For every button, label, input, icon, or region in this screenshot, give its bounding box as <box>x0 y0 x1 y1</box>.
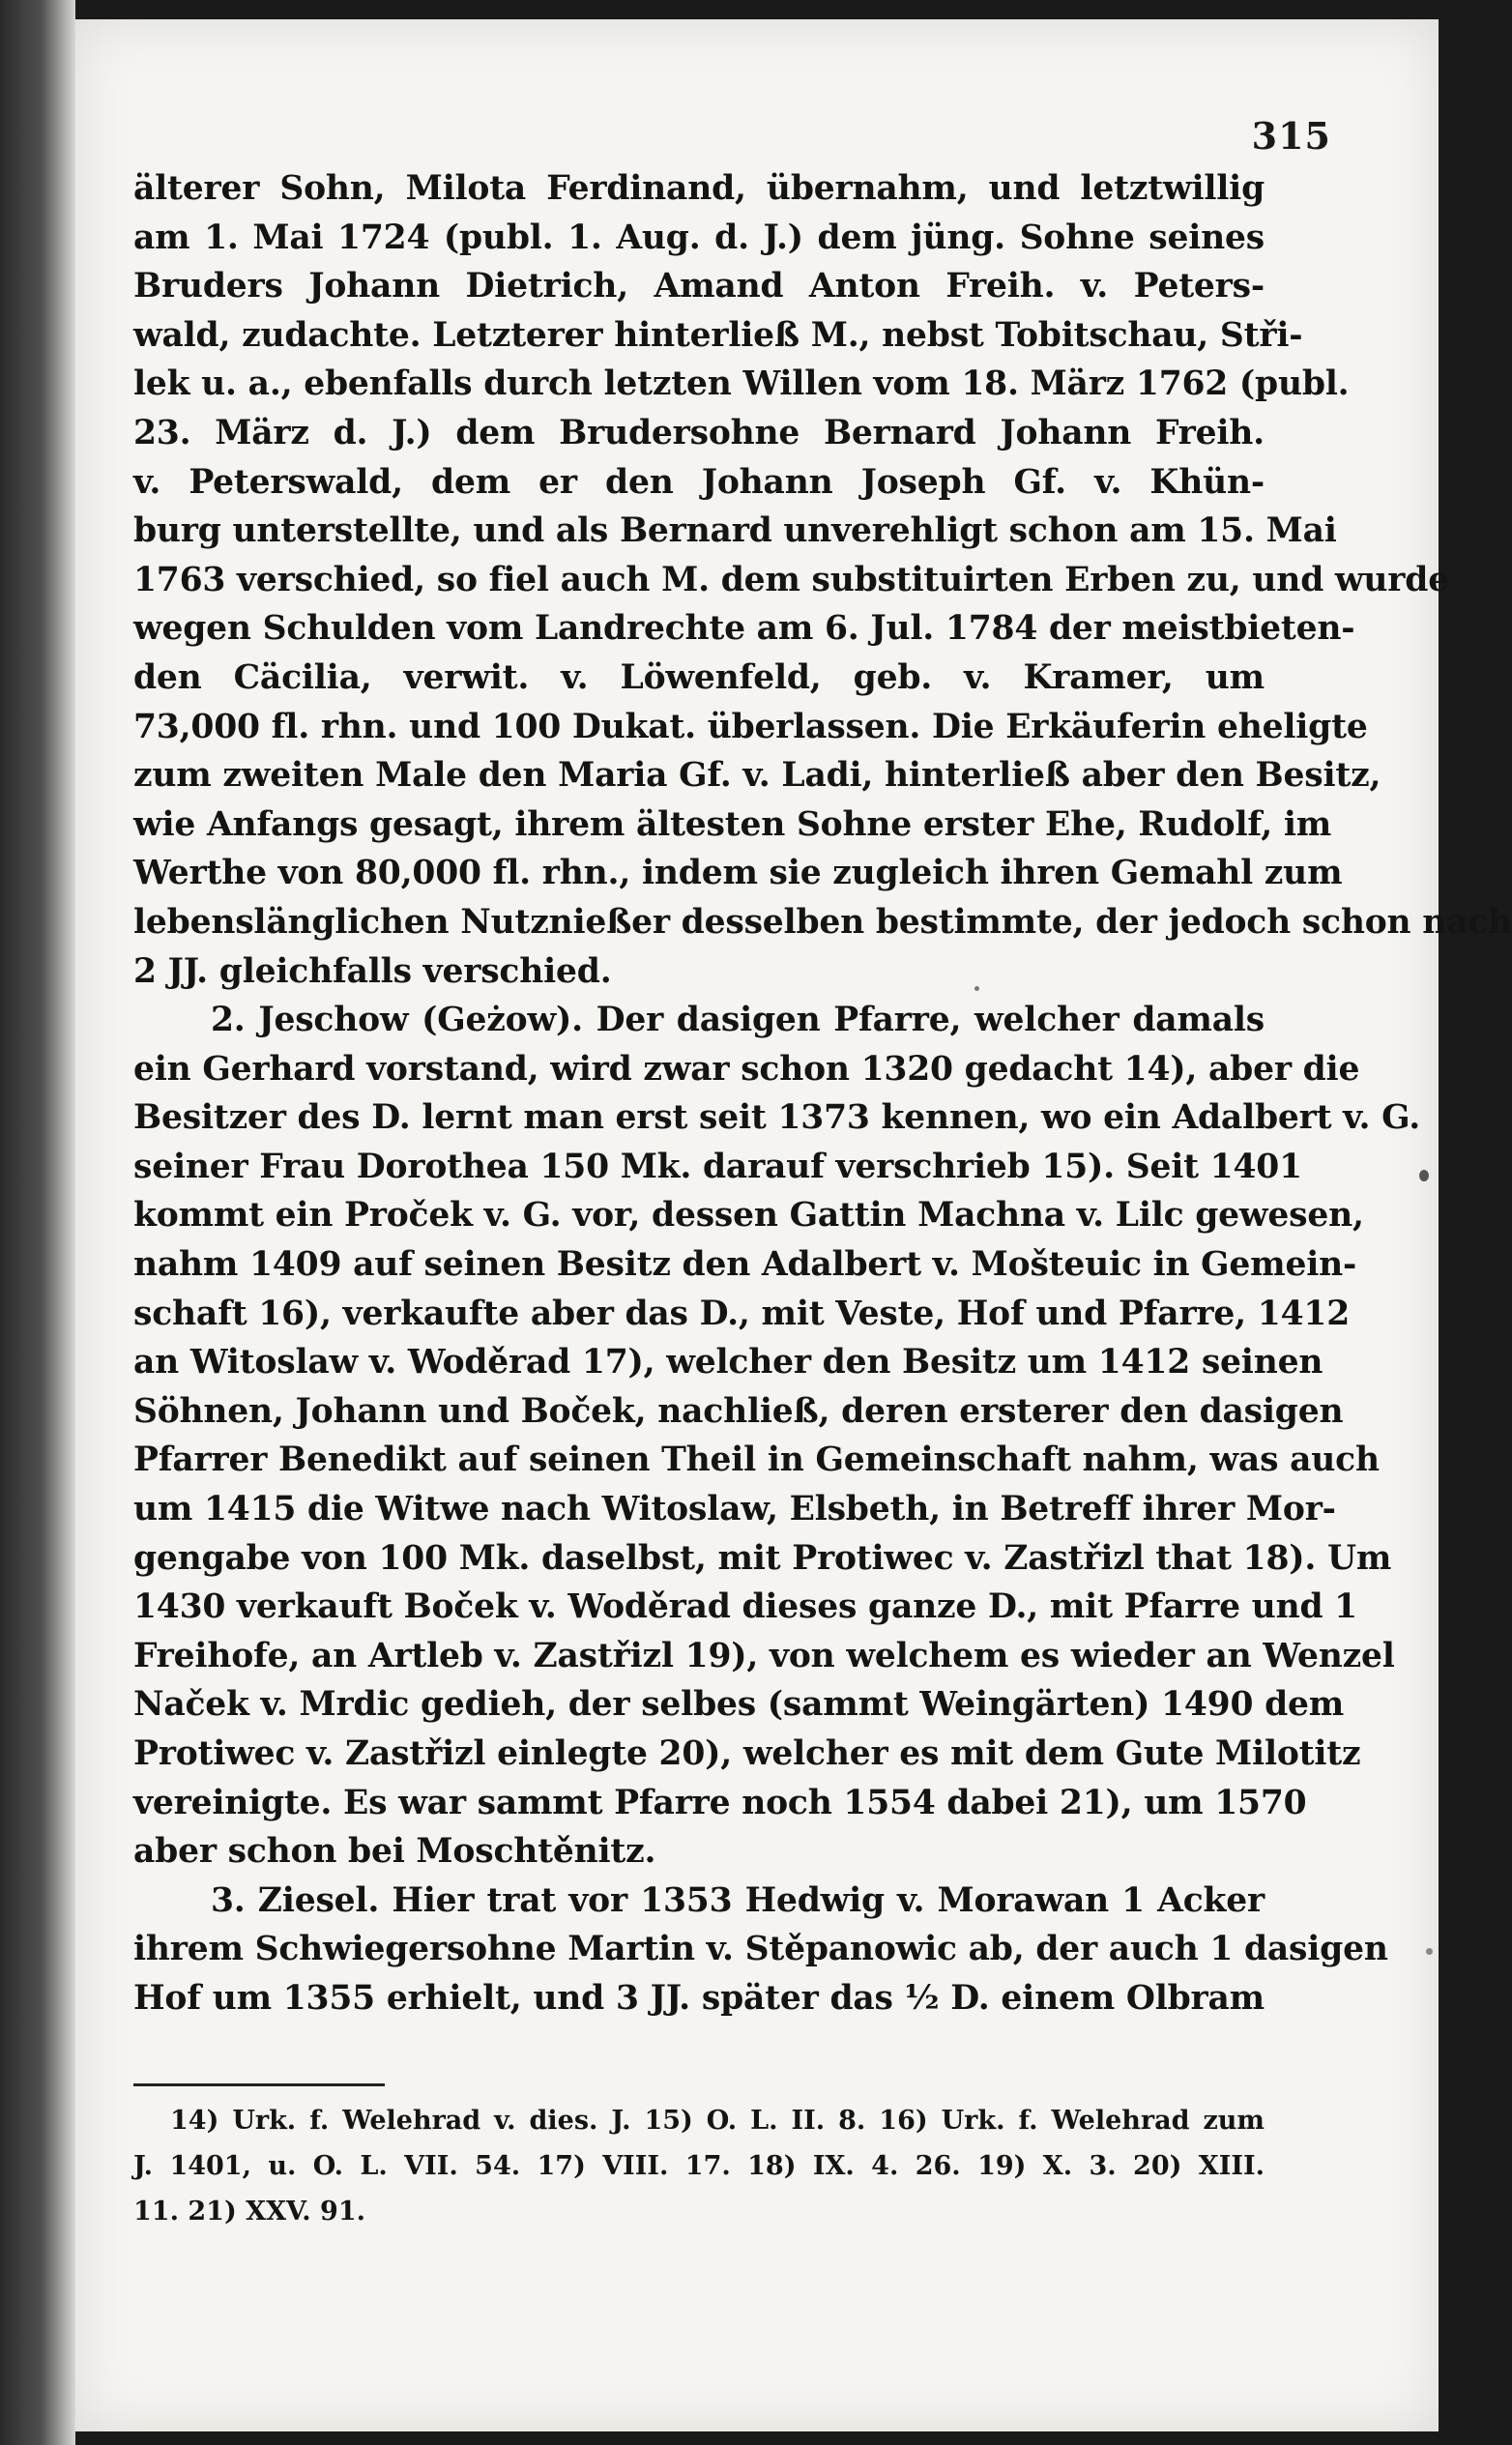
paragraph-end-line: aber schon bei Moschtěnitz. <box>133 1832 656 1872</box>
paragraph-end-line: 2 JJ. gleichfalls verschied. <box>133 951 612 991</box>
paper-speck <box>1426 1948 1433 1955</box>
text-line: gengabe von 100 Mk. daselbst, mit Protiwec v. Zastřizl that 18). Um <box>133 1538 1392 1578</box>
text-line: um 1415 die Witwe nach Witoslaw, Elsbeth, in Betreff ihrer Mor- <box>133 1490 1336 1529</box>
footnote-line: J. 1401, u. O. L. VII. 54. 17) VIII. 17. 18) IX. 4. 26. 19) X. 3. 20) XIII. <box>133 2151 1265 2181</box>
text-line: nahm 1409 auf seinen Besitz den Adalbert v. Mošteuic in Gemein- <box>133 1245 1357 1285</box>
text-line: 1763 verschied, so fiel auch M. dem substituirten Erben zu, und wurde <box>133 560 1449 599</box>
text-line: Freihofe, an Artleb v. Zastřizl 19), von welchem es wieder an Wenzel <box>133 1636 1395 1675</box>
text-line: ein Gerhard vorstand, wird zwar schon 1320 gedacht 14), aber die <box>133 1049 1360 1089</box>
text-line: Werthe von 80,000 fl. rhn., indem sie zugleich ihren Gemahl zum <box>133 854 1343 893</box>
text-line: wie Anfangs gesagt, ihrem ältesten Sohne erster Ehe, Rudolf, im <box>133 804 1332 844</box>
text-line: Söhnen, Johann und Boček, nachließ, deren ersterer den dasigen <box>133 1391 1344 1431</box>
text-line: zum zweiten Male den Maria Gf. v. Ladi, hinterließ aber den Besitz, <box>133 756 1381 796</box>
text-line: kommt ein Proček v. G. vor, dessen Gattin Machna v. Lilc gewesen, <box>133 1196 1364 1236</box>
text-line: den Cäcilia, verwit. v. Löwenfeld, geb. v. Kramer, um <box>133 657 1265 697</box>
section-heading-line: 2. Jeschow (Geżow). Der dasigen Pfarre, welcher damals <box>211 1001 1265 1040</box>
text-line: 1430 verkauft Boček v. Woděrad dieses ganze D., mit Pfarre und 1 <box>133 1587 1357 1627</box>
text-line: Bruders Johann Dietrich, Amand Anton Freih. v. Peters- <box>133 267 1265 306</box>
scan-top-border <box>0 0 1476 19</box>
text-line: ihrem Schwiegersohne Martin v. Stěpanowic ab, der auch 1 dasigen <box>133 1930 1388 1969</box>
text-line: am 1. Mai 1724 (publ. 1. Aug. d. J.) dem jüng. Sohne seines <box>133 218 1265 257</box>
text-line: Protiwec v. Zastřizl einlegte 20), welcher es mit dem Gute Milotitz <box>133 1734 1361 1773</box>
text-line: Besitzer des D. lernt man erst seit 1373 kennen, wo ein Adalbert v. G. <box>133 1098 1421 1138</box>
text-line: wegen Schulden vom Landrechte am 6. Jul. 1784 der meistbieten- <box>133 609 1355 649</box>
scan-left-border <box>0 0 75 2445</box>
text-line: wald, zudachte. Letzterer hinterließ M., nebst Tobitschau, Stři- <box>133 315 1303 355</box>
text-line: Hof um 1355 erhielt, und 3 JJ. später das ½ D. einem Olbram <box>133 1978 1265 2018</box>
text-line: 23. März d. J.) dem Brudersohne Bernard Johann Freih. <box>133 413 1265 452</box>
page-number: 315 <box>1251 114 1331 158</box>
text-line: 73,000 fl. rhn. und 100 Dukat. überlassen. Die Erkäuferin eheligte <box>133 707 1368 746</box>
text-line: burg unterstellte, und als Bernard unverehligt schon am 15. Mai <box>133 511 1337 551</box>
footnote-line: 11. 21) XXV. 91. <box>133 2197 366 2227</box>
footnote-divider <box>133 2083 385 2086</box>
text-line: lebenslänglichen Nutznießer desselben bestimmte, der jedoch schon nach <box>133 902 1512 942</box>
text-line: lek u. a., ebenfalls durch letzten Willen vom 18. März 1762 (publ. <box>133 364 1350 404</box>
text-line: Pfarrer Benedikt auf seinen Theil in Gemeinschaft nahm, was auch <box>133 1441 1380 1480</box>
text-line: Naček v. Mrdic gedieh, der selbes (sammt Weingärten) 1490 dem <box>133 1685 1345 1725</box>
text-line: schaft 16), verkaufte aber das D., mit Veste, Hof und Pfarre, 1412 <box>133 1294 1350 1333</box>
text-line: an Witoslaw v. Woděrad 17), welcher den Besitz um 1412 seinen <box>133 1343 1323 1383</box>
text-line: v. Peterswald, dem er den Johann Joseph Gf. v. Khün- <box>133 462 1265 502</box>
text-line: vereinigte. Es war sammt Pfarre noch 1554 dabei 21), um 1570 <box>133 1783 1307 1822</box>
text-line: älterer Sohn, Milota Ferdinand, übernahm, und letztwillig <box>133 169 1265 208</box>
footnote-line: 14) Urk. f. Welehrad v. dies. J. 15) O. L. II. 8. 16) Urk. f. Welehrad zum <box>170 2106 1265 2136</box>
footnotes <box>133 2098 1265 2234</box>
main-text <box>133 164 1512 2023</box>
text-line: seiner Frau Dorothea 150 Mk. darauf verschrieb 15). Seit 1401 <box>133 1147 1302 1186</box>
section-heading-line: 3. Ziesel. Hier trat vor 1353 Hedwig v. Morawan 1 Acker <box>211 1880 1265 1920</box>
paper-speck <box>1419 1170 1429 1181</box>
